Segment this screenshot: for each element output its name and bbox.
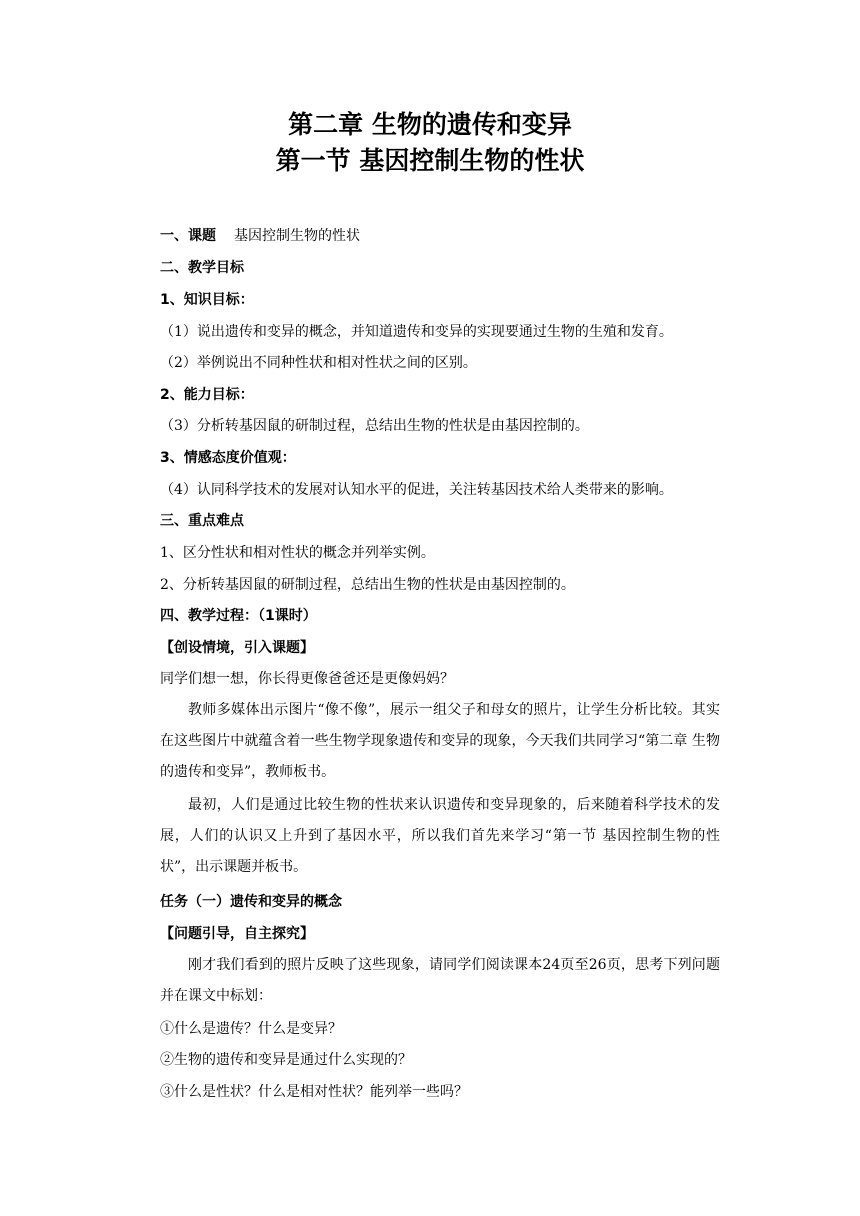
key-point-1: 1、区分性状和相对性状的概念并列举实例。 bbox=[160, 545, 435, 561]
question-1: ①什么是遗传？什么是变异？ bbox=[160, 1021, 342, 1037]
scene-heading: 【创设情境，引入课题】 bbox=[160, 640, 314, 656]
task-heading: 任务（一）遗传和变异的概念 bbox=[160, 894, 342, 910]
knowledge-heading: 1、知识目标： bbox=[160, 292, 254, 308]
key-points-heading: 三、重点难点 bbox=[160, 513, 244, 529]
ability-heading: 2、能力目标： bbox=[160, 387, 254, 403]
question-2: ②生物的遗传和变异是通过什么实现的？ bbox=[160, 1052, 412, 1068]
topic-line bbox=[160, 226, 360, 246]
question-3: ③什么是性状？什么是相对性状？能列举一些吗？ bbox=[160, 1084, 468, 1100]
para-4: 刚才我们看到的照片反映了这些现象，请同学们阅读课本24页至26页，思考下列问题并在课文中标划： bbox=[160, 957, 720, 1004]
para-2: 教师多媒体出示图片“像不像”，展示一组父子和母女的照片，让学生分析比较。其实在这些图片中就蕴含着一些生物学现象遗传和变异的现象，今天我们共同学习“第二章 生物的遗传和变异”，教师板书。 bbox=[160, 702, 720, 780]
para-1: 同学们想一想，你长得更像爸爸还是更像妈妈？ bbox=[160, 671, 454, 687]
process-heading: 四、教学过程：（1课时） bbox=[160, 608, 317, 624]
attitude-heading: 3、情感态度价值观： bbox=[160, 450, 296, 466]
para-3: 最初，人们是通过比较生物的性状来认识遗传和变异现象的，后来随着科学技术的发展，人们的认识又上升到了基因水平，所以我们首先来学习“第一节 基因控制生物的性状”，出示课题并板书。 bbox=[160, 797, 720, 875]
goal-2: （2）举例说出不同种性状和相对性状之间的区别。 bbox=[160, 355, 477, 371]
goals-heading: 二、教学目标 bbox=[160, 260, 244, 276]
inquiry-heading: 【问题引导，自主探究】 bbox=[160, 926, 314, 942]
topic-value: 基因控制生物的性状 bbox=[234, 228, 360, 244]
goal-3: （3）分析转基因鼠的研制过程，总结出生物的性状是由基因控制的。 bbox=[160, 418, 589, 434]
key-point-2: 2、分析转基因鼠的研制过程，总结出生物的性状是由基因控制的。 bbox=[160, 577, 575, 593]
topic-label: 一、课题 bbox=[160, 228, 216, 244]
goal-4: （4）认同科学技术的发展对认知水平的促进，关注转基因技术给人类带来的影响。 bbox=[160, 482, 673, 498]
chapter-title: 第二章 生物的遗传和变异 bbox=[288, 110, 572, 139]
goal-1: （1）说出遗传和变异的概念，并知道遗传和变异的实现要通过生物的生殖和发育。 bbox=[160, 324, 673, 340]
section-title: 第一节 基因控制生物的性状 bbox=[275, 146, 585, 175]
